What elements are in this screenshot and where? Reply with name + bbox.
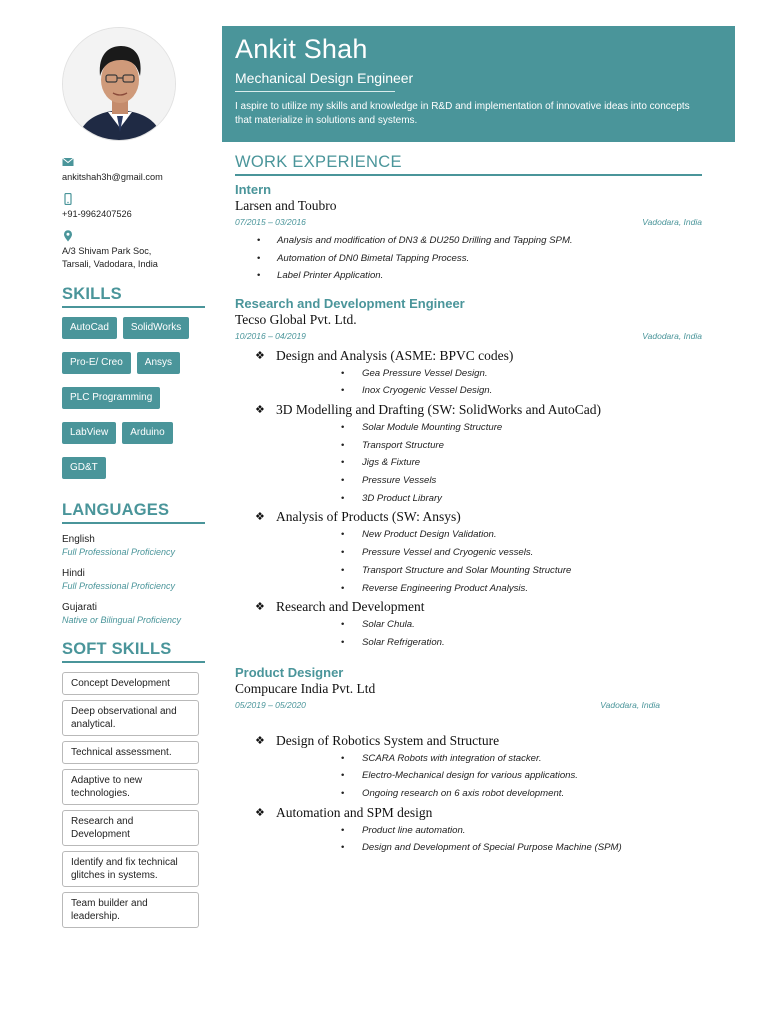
- diamond-bullet-icon: ❖: [255, 805, 265, 819]
- language-level: Full Professional Proficiency: [62, 547, 176, 557]
- skill-tag: AutoCad: [62, 317, 117, 339]
- skills-list: [62, 317, 205, 479]
- language-item: [62, 567, 205, 592]
- candidate-name: Ankit Shah: [235, 34, 368, 64]
- diamond-bullet-icon: ❖: [255, 402, 265, 416]
- duty-item: • Pressure Vessel and Cryogenic vessels.: [235, 544, 702, 562]
- soft-skills-list: [62, 672, 199, 928]
- job-entry: [235, 182, 702, 285]
- duty-item: • Reverse Engineering Product Analysis.: [235, 580, 702, 598]
- job-meta: [235, 700, 660, 710]
- address-line-1: A/3 Shivam Park Soc,: [62, 246, 152, 256]
- duty-group-heading: ❖ Analysis of Products (SW: Ansys): [255, 509, 461, 525]
- job-entry: [235, 296, 702, 652]
- header-banner: [222, 26, 735, 142]
- duty-item: • Pressure Vessels: [235, 472, 702, 490]
- job-location: Vadodara, India: [642, 330, 702, 341]
- duty-item: • SCARA Robots with integration of stacker.: [235, 750, 702, 768]
- job-groups: [235, 346, 702, 652]
- contact-email: [62, 156, 205, 184]
- candidate-role: Mechanical Design Engineer: [235, 70, 414, 86]
- duty-group-heading: ❖ Automation and SPM design: [255, 804, 433, 820]
- duty-item: • Electro-Mechanical design for various applications.: [235, 767, 702, 785]
- skill-tag: Ansys: [137, 352, 180, 374]
- duty-item: • Transport Structure and Solar Mounting Structure: [235, 562, 702, 580]
- duty-group-items: [235, 750, 702, 803]
- job-title: Product Designer: [235, 664, 344, 680]
- soft-skill-item: Concept Development: [62, 672, 199, 695]
- company-name: Compucare India Pvt. Ltd: [235, 680, 376, 696]
- job-dates: 10/2016 – 04/2019: [235, 330, 306, 341]
- contact-address: [62, 230, 205, 271]
- duty-group-items: [235, 822, 702, 857]
- duty-item: • Jigs & Fixture: [235, 454, 702, 472]
- duty-group-heading: ❖ Design of Robotics System and Structure: [255, 732, 500, 748]
- soft-skill-item: Research and Development: [62, 810, 199, 846]
- bullet-item: • Label Printer Application.: [235, 267, 702, 285]
- duty-group-items: [235, 616, 702, 651]
- job-meta: [235, 331, 702, 341]
- soft-skills-heading: SOFT SKILLS: [62, 640, 205, 663]
- bullet-item: • Automation of DN0 Bimetal Tapping Process.: [235, 250, 702, 268]
- skill-tag: GD&T: [62, 457, 106, 479]
- header-divider: [235, 91, 395, 92]
- duty-item: • Transport Structure: [235, 437, 702, 455]
- job-entry: [235, 665, 702, 858]
- duty-item: • Solar Module Mounting Structure: [235, 419, 702, 437]
- soft-skill-item: Deep observational and analytical.: [62, 700, 199, 736]
- diamond-bullet-icon: ❖: [255, 600, 265, 614]
- profile-photo: [62, 27, 176, 141]
- career-summary: I aspire to utilize my skills and knowledge in R&D and implementation of innovative ideas into concepts that materialize in solutions and systems.: [235, 101, 690, 126]
- job-groups: [235, 731, 702, 858]
- work-experience-heading: WORK EXPERIENCE: [235, 153, 702, 176]
- soft-skill-item: Technical assessment.: [62, 741, 199, 764]
- skills-heading: SKILLS: [62, 285, 205, 308]
- language-level: Full Professional Proficiency: [62, 581, 176, 591]
- job-dates: 05/2019 – 05/2020: [235, 699, 306, 710]
- duty-item: • Solar Refrigeration.: [235, 634, 702, 652]
- skill-tag: Arduino: [122, 422, 172, 444]
- language-name: English: [62, 534, 95, 545]
- sidebar: [62, 156, 205, 928]
- duty-group-items: [235, 419, 702, 508]
- map-pin-icon: [62, 230, 74, 242]
- job-location: Vadodara, India: [600, 699, 660, 710]
- skill-tag: LabView: [62, 422, 116, 444]
- duty-item: • Design and Development of Special Purpose Machine (SPM): [235, 839, 702, 857]
- languages-list: [62, 533, 205, 626]
- diamond-bullet-icon: ❖: [255, 348, 265, 362]
- duty-group-items: [235, 365, 702, 400]
- main-column: [235, 153, 702, 857]
- job-title: Research and Development Engineer: [235, 295, 465, 311]
- diamond-bullet-icon: ❖: [255, 733, 265, 747]
- languages-heading: LANGUAGES: [62, 501, 205, 524]
- duty-group-heading: ❖ Research and Development: [255, 599, 425, 615]
- phone-text: +91-9962407526: [62, 209, 132, 219]
- email-text: ankitshah3h@gmail.com: [62, 172, 163, 182]
- job-location: Vadodara, India: [642, 217, 702, 227]
- skill-tag: Pro-E/ Creo: [62, 352, 131, 374]
- soft-skill-item: Identify and fix technical glitches in systems.: [62, 851, 199, 887]
- duty-item: • Ongoing research on 6 axis robot development.: [235, 785, 702, 803]
- contact-phone: [62, 193, 205, 221]
- company-name: Tecso Global Pvt. Ltd.: [235, 311, 357, 327]
- soft-skill-item: Team builder and leadership.: [62, 892, 199, 928]
- diamond-bullet-icon: ❖: [255, 510, 265, 524]
- job-bullets: [235, 232, 702, 285]
- language-name: Gujarati: [62, 602, 98, 613]
- job-dates: 07/2015 – 03/2016: [235, 217, 306, 227]
- company-name: Larsen and Toubro: [235, 198, 337, 213]
- duty-group-heading: ❖ 3D Modelling and Drafting (SW: SolidWorks and AutoCad): [255, 401, 602, 417]
- language-item: [62, 601, 205, 626]
- person-portrait-icon: [63, 28, 176, 141]
- duty-item: • Inox Cryogenic Vessel Design.: [235, 382, 702, 400]
- duty-item: • 3D Product Library: [235, 490, 702, 508]
- job-title: Intern: [235, 182, 272, 197]
- duty-item: • New Product Design Validation.: [235, 526, 702, 544]
- envelope-icon: [62, 156, 74, 168]
- skill-tag: PLC Programming: [62, 387, 160, 409]
- bullet-item: • Analysis and modification of DN3 & DU250 Drilling and Tapping SPM.: [235, 232, 702, 250]
- language-level: Native or Bilingual Proficiency: [62, 615, 182, 625]
- duty-group-heading: ❖ Design and Analysis (ASME: BPVC codes): [255, 347, 514, 363]
- address-line-2: Tarsali, Vadodara, India: [62, 259, 158, 269]
- language-name: Hindi: [62, 568, 85, 579]
- duty-group-items: [235, 526, 702, 597]
- language-item: [62, 533, 205, 558]
- duty-item: • Product line automation.: [235, 822, 702, 840]
- soft-skill-item: Adaptive to new technologies.: [62, 769, 199, 805]
- mobile-phone-icon: [62, 193, 74, 205]
- job-meta: [235, 217, 702, 227]
- duty-item: • Solar Chula.: [235, 616, 702, 634]
- duty-item: • Gea Pressure Vessel Design.: [235, 365, 702, 383]
- skill-tag: SolidWorks: [123, 317, 189, 339]
